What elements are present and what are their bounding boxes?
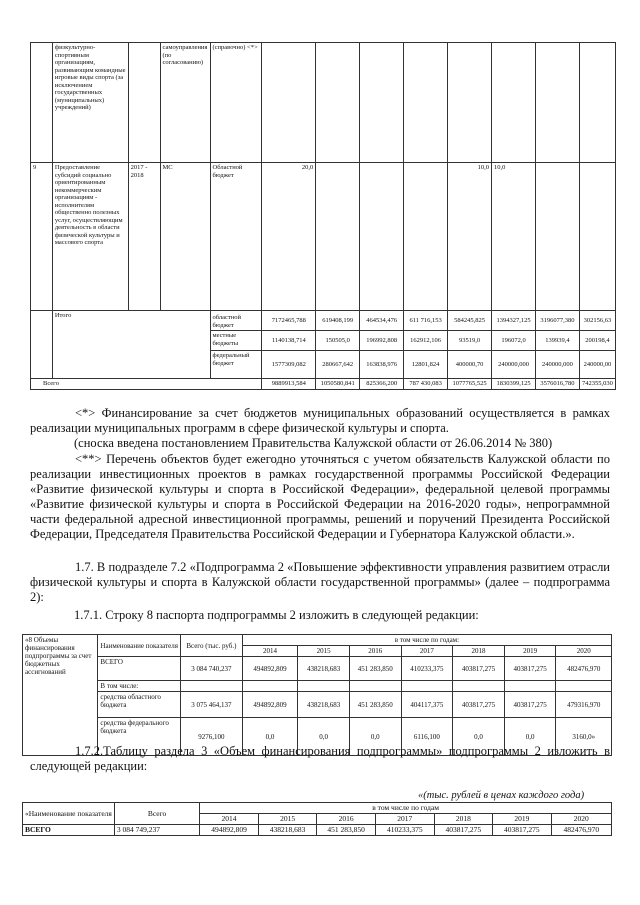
value-cell: 3 075 464,137 — [180, 692, 242, 718]
value-cell: 403817,275 — [434, 825, 493, 836]
value-cell: 482476,970 — [556, 657, 612, 681]
table-row — [23, 692, 612, 718]
value-cell: 3196077,380 — [535, 311, 579, 331]
value-cell: 451 283,850 — [349, 657, 401, 681]
value-cell: 20,0 — [262, 163, 316, 311]
year-header: 2020 — [551, 814, 611, 825]
footnote-2: <**> Перечень объектов будет ежегодно уточняться с учетом обязательств Калужской области по реализации инвестиционных проектов в рамках государственной программы Российской Федерации «Развитие физической культуры и спорта в Российской Федерации», федеральной целевой программы «Развитие физической культуры и спорта в Российской Федерации на 2016-2020 годы», непрограммной части федеральной адресной инвестиционной программы, решений и поручений Президента Российской Федерации, Председателя Правительства Российской Федерации и Губернатора Калужской области.». — [30, 452, 610, 541]
total-label: Итого — [52, 311, 210, 379]
value-cell: 1077765,525 — [448, 379, 492, 390]
indicator-label: ВСЕГО — [98, 657, 181, 681]
value-cell: 404117,375 — [401, 692, 453, 718]
value-cell: 1830399,125 — [492, 379, 536, 390]
value-cell: 742355,030 — [579, 379, 615, 390]
units-note: «(тыс. рублей в ценах каждого года) — [418, 790, 585, 801]
value-cell: 410233,375 — [401, 657, 453, 681]
year-header: 2019 — [493, 814, 552, 825]
value-cell: 438218,683 — [298, 692, 350, 718]
value-cell: 9276,100 — [180, 718, 242, 756]
value-cell: 3160,0» — [556, 718, 612, 756]
column-header: «Наименование показателя — [23, 803, 115, 825]
year-header: 2015 — [258, 814, 317, 825]
table-row — [23, 657, 612, 681]
table-row — [23, 825, 612, 836]
value-cell: 240000,00 — [579, 351, 615, 379]
table-row — [31, 43, 616, 163]
value-cell: 302156,63 — [579, 311, 615, 331]
table-row — [23, 635, 612, 646]
year-header: 2014 — [200, 814, 259, 825]
indicator-label: ВСЕГО — [23, 825, 115, 836]
column-header: в том числе по годам: — [242, 635, 611, 646]
value-cell: 0,0 — [349, 718, 401, 756]
footnote-1: <*> Финансирование за счет бюджетов муниципальных образований осуществляется в рамках реализации муниципальных программ в сфере физической культуры и спорта. — [30, 406, 610, 435]
year-header: 2016 — [317, 814, 376, 825]
indicator-label: В том числе: — [98, 681, 181, 692]
value-cell: 9889913,584 — [262, 379, 316, 390]
column-header: Всего (тыс. руб.) — [180, 635, 242, 657]
value-cell: 611 716,153 — [404, 311, 448, 331]
value-cell: 584245,825 — [448, 311, 492, 331]
row-header: «8 Объемы финансирования подпрограммы за счет бюджетных ассигнований — [23, 635, 98, 756]
value-cell: 12801,824 — [404, 351, 448, 379]
value-cell: 451 283,850 — [317, 825, 376, 836]
measure-name: физкультурно-спортивным организациям, развивающим командные игровые виды спорта (за исключением государственных (муниципальных) учреждений) — [52, 43, 128, 163]
table-row — [23, 803, 612, 814]
value-cell: 162912,106 — [404, 331, 448, 351]
value-cell: 494892,809 — [200, 825, 259, 836]
value-cell: 438218,683 — [258, 825, 317, 836]
year-header: 2018 — [453, 646, 505, 657]
value-cell: 1140138,714 — [262, 331, 316, 351]
footnote-1-reference: (сноска введена постановлением Правительства Калужской области от 26.06.2014 № 380) — [74, 436, 553, 450]
value-cell: 3 084 740,237 — [180, 657, 242, 681]
column-header: Наименование показателя — [98, 635, 181, 657]
value-cell: 200198,4 — [579, 331, 615, 351]
value-cell: 1050580,841 — [316, 379, 360, 390]
value-cell: 403817,275 — [453, 657, 505, 681]
value-cell: 3 084 749,237 — [114, 825, 199, 836]
program-measures-table — [30, 42, 616, 390]
value-cell: 240000,000 — [492, 351, 536, 379]
paragraph-1-7-2: 1.7.2.Таблицу раздела 3 «Объем финансирования подпрограммы» подпрограммы 2 изложить в следующей редакции: — [30, 744, 610, 773]
indicator-label: средства областного бюджета — [98, 692, 181, 718]
value-cell: 787 430,083 — [404, 379, 448, 390]
column-header: Всего — [114, 803, 199, 825]
table-row — [23, 681, 612, 692]
paragraph-1-7-1: 1.7.1. Строку 8 паспорта подпрограммы 2 изложить в следующей редакции: — [74, 608, 479, 622]
value-cell: 240000,000 — [535, 351, 579, 379]
row-number: 9 — [31, 163, 53, 311]
value-cell: 10,0 — [492, 163, 536, 311]
year-header: 2020 — [556, 646, 612, 657]
value-cell: 0,0 — [242, 718, 298, 756]
value-cell: 93519,0 — [448, 331, 492, 351]
value-cell: 6116,100 — [401, 718, 453, 756]
passport-row-8-table — [22, 634, 612, 756]
year-header: 2015 — [298, 646, 350, 657]
year-header: 2016 — [349, 646, 401, 657]
value-cell: 479316,970 — [556, 692, 612, 718]
value-cell: 410233,375 — [376, 825, 435, 836]
value-cell: 1394327,125 — [492, 311, 536, 331]
value-cell: 403817,275 — [504, 692, 556, 718]
value-cell: 482476,970 — [551, 825, 611, 836]
value-cell: 0,0 — [298, 718, 350, 756]
value-cell: 403817,275 — [453, 692, 505, 718]
value-cell: 1577309,082 — [262, 351, 316, 379]
paragraph-1-7: 1.7. В подразделе 7.2 «Подпрограмма 2 «Повышение эффективности управления развитием отрасли физической культуры и спорта в Калужской области государственной программы» (далее – подпрограмма 2): — [30, 560, 610, 604]
value-cell: 451 283,850 — [349, 692, 401, 718]
executor: самоуправления (по согласованию) — [160, 43, 210, 163]
value-cell: 139939,4 — [535, 331, 579, 351]
value-cell: 464534,476 — [360, 311, 404, 331]
table-row — [31, 311, 616, 331]
value-cell: 10,0 — [448, 163, 492, 311]
grand-total-label: Всего — [31, 379, 262, 390]
table-row — [31, 163, 616, 311]
value-cell: 3576016,780 — [535, 379, 579, 390]
value-cell: 825366,200 — [360, 379, 404, 390]
indicator-label: средства федерального бюджета — [98, 718, 181, 756]
table-row — [31, 379, 616, 390]
value-cell: 400000,70 — [448, 351, 492, 379]
value-cell: 0,0 — [453, 718, 505, 756]
value-cell: 494892,809 — [242, 657, 298, 681]
value-cell: 150505,0 — [316, 331, 360, 351]
value-cell: 619408,199 — [316, 311, 360, 331]
value-cell: 163838,976 — [360, 351, 404, 379]
year-header: 2014 — [242, 646, 298, 657]
value-cell: 7172465,788 — [262, 311, 316, 331]
year-header: 2017 — [376, 814, 435, 825]
funding-source: областной бюджет — [210, 311, 262, 331]
value-cell: 0,0 — [504, 718, 556, 756]
value-cell: 196072,0 — [492, 331, 536, 351]
funding-source: местные бюджеты — [210, 331, 262, 351]
value-cell: 438218,683 — [298, 657, 350, 681]
executor: МС — [160, 163, 210, 311]
year-header: 2018 — [434, 814, 493, 825]
measure-name: Предоставление субсидий социально ориентированным некоммерческим организациям - исполнителям общественно полезных услуг, осуществляющим деятельность в области физической культуры и массового спорта — [52, 163, 128, 311]
year-header: 2019 — [504, 646, 556, 657]
funding-source: (справочно) <*> — [210, 43, 262, 163]
value-cell: 403817,275 — [493, 825, 552, 836]
year-header: 2017 — [401, 646, 453, 657]
value-cell: 494892,809 — [242, 692, 298, 718]
value-cell: 403817,275 — [504, 657, 556, 681]
funding-source: Областной бюджет — [210, 163, 262, 311]
value-cell: 280667,642 — [316, 351, 360, 379]
column-header: в том числе по годам — [200, 803, 612, 814]
funding-source: федеральный бюджет — [210, 351, 262, 379]
value-cell: 196992,808 — [360, 331, 404, 351]
years: 2017 - 2018 — [128, 163, 160, 311]
financing-volume-table — [22, 802, 612, 836]
